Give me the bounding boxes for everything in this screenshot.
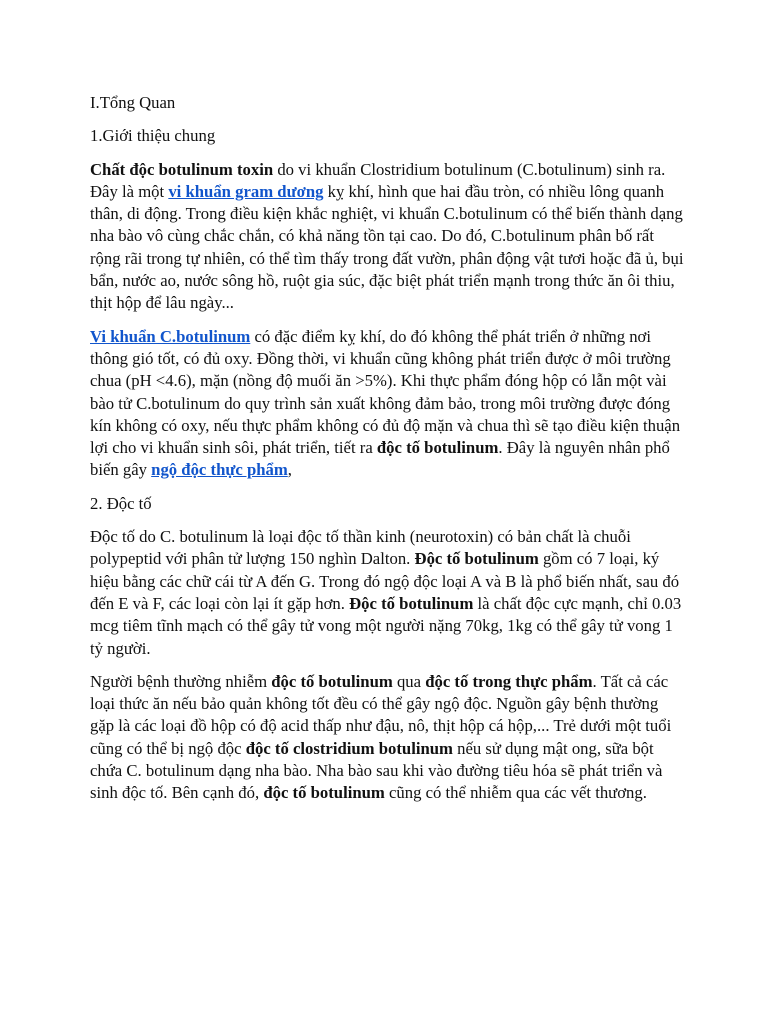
body-text: . Tất cả các loại thức ăn nếu bảo quản không tốt đều có thể gây ngộ độc. Nguồn gây bệnh thường gặp là các loại đồ hộp có độ acid thấp như đậu, nô, thịt hộp cá hộp,... Trẻ dưới một tuổi cũng có thể bị ngộ độc — [90, 671, 672, 758]
body-text: gồm có 7 loại, ký hiệu bằng các chữ cái từ A đến G. Trong đó ngộ độc loại A và B là phổ biến nhất, sau đó đến E và F, các loại còn lại ít gặp hơn. — [90, 549, 680, 613]
bold-text: Độc tố botulinum — [349, 593, 474, 613]
bacteria-paragraph — [90, 326, 686, 482]
infection-paragraph — [90, 671, 686, 805]
bold-text: độc tố botulinum — [263, 783, 385, 803]
body-text: qua — [392, 671, 426, 691]
subsection-heading-introduction: 1.Giới thiệu chung — [90, 126, 216, 146]
body-text: Người bệnh thường nhiễm — [90, 671, 272, 691]
body-text: , — [287, 460, 292, 480]
gram-positive-bacteria-link[interactable]: vi khuẩn gram dương — [168, 181, 324, 201]
section-heading-overview: I.Tổng Quan — [90, 93, 176, 112]
bold-text: Độc tố botulinum — [414, 549, 539, 569]
subsection-heading-toxin: 2. Độc tố — [90, 493, 152, 513]
body-text: do vi khuẩn Clostridium botulinum (C.botulinum) sinh ra. Đây là một — [90, 159, 666, 201]
c-botulinum-bacteria-link[interactable]: Vi khuẩn C.botulinum — [90, 326, 251, 346]
food-poisoning-link[interactable]: ngộ độc thực phẩm — [151, 460, 288, 480]
bold-text: Chất độc botulinum toxin — [90, 159, 274, 179]
toxin-paragraph — [90, 526, 686, 660]
body-text: cũng có thể nhiễm qua các vết thương. — [384, 783, 647, 803]
body-text: . Đây là nguyên nhân phổ biến gây — [90, 438, 670, 480]
body-text: Độc tố do C. botulinum là loại độc tố thần kinh (neurotoxin) có bản chất là chuỗi polypeptid với phân tử lượng 150 nghìn Dalton. — [90, 527, 631, 569]
bold-text: độc tố botulinum — [271, 671, 393, 691]
body-text: kỵ khí, hình que hai đầu tròn, có nhiều lông quanh thân, di động. Trong điều kiện khắc nghiệt, vi khuẩn C.botulinum có thể biến thành dạng nha bào vô cùng chắc chắn, có khả năng tồn tại cao. Do đó, C.botulinum phân bố rất rộng rãi trong tự nhiên, có thể tìm thấy trong đất vườn, phân động vật tươi hoặc đã ủ, bụi bẩn, nước ao, nước sông hồ, ruột gia súc, đặc biệt phát triển mạnh trong thức ăn ôi thiu, thịt hộp để lâu ngày... — [90, 181, 684, 313]
bold-text: độc tố botulinum — [376, 438, 499, 458]
body-text: có đặc điểm kỵ khí, do đó không thể phát triển ở những nơi thông gió tốt, có đủ oxy. Đồng thời, vi khuẩn cũng không phát triển được ở môi trường chua (pH <4.6), mặn (nồng độ muối ăn >5%). Khi thực phẩm đóng hộp có lẫn một vài bào tử C.botulinum do quy trình sản xuất không đảm bảo, trong môi trường được đóng kín không có oxy, nếu thực phẩm không có đủ độ mặn và chua thì sẽ tạo điều kiện thuận lợi cho vi khuẩn sinh sôi, phát triển, tiết ra — [90, 326, 681, 458]
intro-paragraph — [90, 159, 686, 315]
body-text: là chất độc cực mạnh, chỉ 0.03 mcg tiêm tĩnh mạch có thể gây tử vong một người nặng 70kg, 1kg có thể gây tử vong 1 tỷ người. — [90, 593, 682, 658]
bold-text: độc tố clostridium botulinum — [245, 738, 453, 758]
bold-text: độc tố trong thực phẩm — [425, 671, 593, 691]
document-page — [90, 92, 686, 816]
body-text: nếu sử dụng mật ong, sữa bột chứa C. botulinum dạng nha bào. Nha bào sau khi vào đường tiêu hóa sẽ phát triển và sinh độc tố. Bên cạnh đó, — [90, 738, 663, 803]
